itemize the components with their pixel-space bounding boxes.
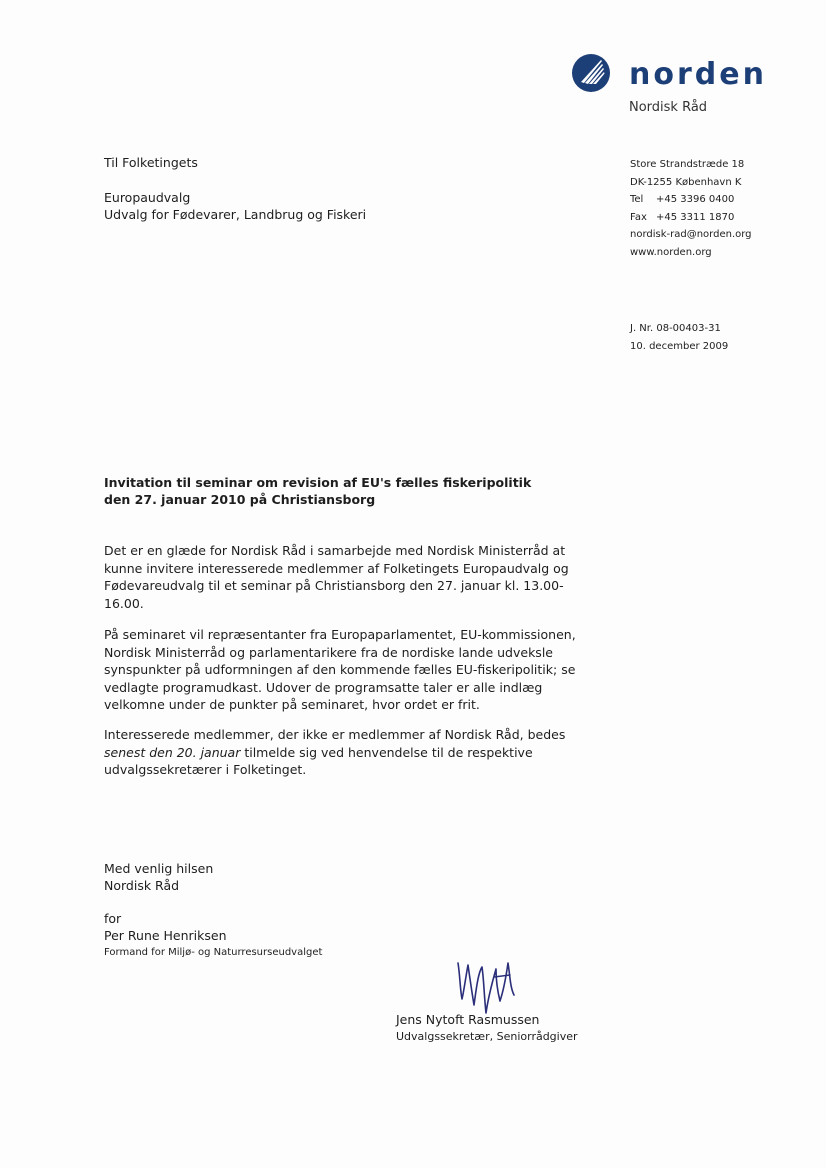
reference-block [630, 320, 728, 355]
recipient-address [104, 154, 366, 223]
phone-label: Tel [630, 194, 644, 205]
sender-organization: Nordisk Råd [629, 100, 708, 115]
norden-logo-icon [571, 53, 611, 93]
journal-number: J. Nr. 08-00403-31 [630, 323, 721, 334]
chair-role: Formand for Miljø- og Naturresurseudvalget [104, 947, 323, 958]
phone-line [630, 191, 752, 209]
fax-number: +45 3311 1870 [656, 211, 735, 223]
subject-line: Invitation til seminar om revision af EU's fælles fiskeripolitik [104, 475, 532, 490]
deadline-text: senest den 20. januar [104, 744, 241, 760]
subject-line: den 27. januar 2010 på Christiansborg [104, 492, 376, 507]
recipient-line: Udvalg for Fødevarer, Landbrug og Fiskeri [104, 207, 367, 222]
contact-block [630, 156, 752, 261]
closing-org: Nordisk Råd [104, 878, 180, 893]
email-address: nordisk-rad@norden.org [630, 229, 752, 240]
logo-wordmark: norden [629, 57, 767, 92]
body-paragraph [104, 726, 584, 779]
greeting: Med venlig hilsen [104, 861, 214, 876]
phone-number: +45 3396 0400 [656, 194, 735, 205]
body-paragraph: Det er en glæde for Nordisk Råd i samarbejde med Nordisk Ministerråd at kunne invitere interesserede medlemmer af Folketingets Europaudvalg og Fødevareudvalg til et seminar på Christiansborg den 27. januar kl. 13.00-16.00. [104, 543, 569, 611]
fax-label: Fax [630, 211, 647, 223]
fax-line [630, 209, 752, 227]
subject-heading [104, 474, 531, 508]
recipient-line: Europaudvalg [104, 190, 191, 205]
address-line: Store Strandstræde 18 [630, 159, 745, 170]
paragraph-text: Interesserede medlemmer, der ikke er medlemmer af Nordisk Råd, bedes [104, 727, 566, 742]
signer-title: Udvalgssekretær, Seniorrådgiver [396, 1030, 578, 1043]
chair-name: Per Rune Henriksen [104, 928, 227, 943]
website: www.norden.org [630, 246, 712, 258]
signer-block [396, 1011, 578, 1045]
recipient-line: Til Folketingets [104, 155, 198, 170]
on-behalf-of: for [104, 911, 122, 926]
letter-date: 10. december 2009 [630, 340, 729, 352]
signer-name: Jens Nytoft Rasmussen [396, 1012, 540, 1027]
paragraph-text: tilmelde sig ved henvendelse til de respektive udvalgssekretærer i Folketinget. [104, 744, 533, 777]
body-paragraph: På seminaret vil repræsentanter fra Europaparlamentet, EU-kommissionen, Nordisk Ministerråd og parlamentarikere fra de nordiske lande udveksle synspunkter på udformningen af den kommende fælles EU-fiskeripolitik; se vedlagte programudkast. Udover de programsatte taler er alle indlæg velkomne under de punkter på seminaret, hvor ordet er frit. [104, 627, 576, 712]
closing-block [104, 860, 322, 961]
address-line: DK-1255 København K [630, 176, 742, 188]
